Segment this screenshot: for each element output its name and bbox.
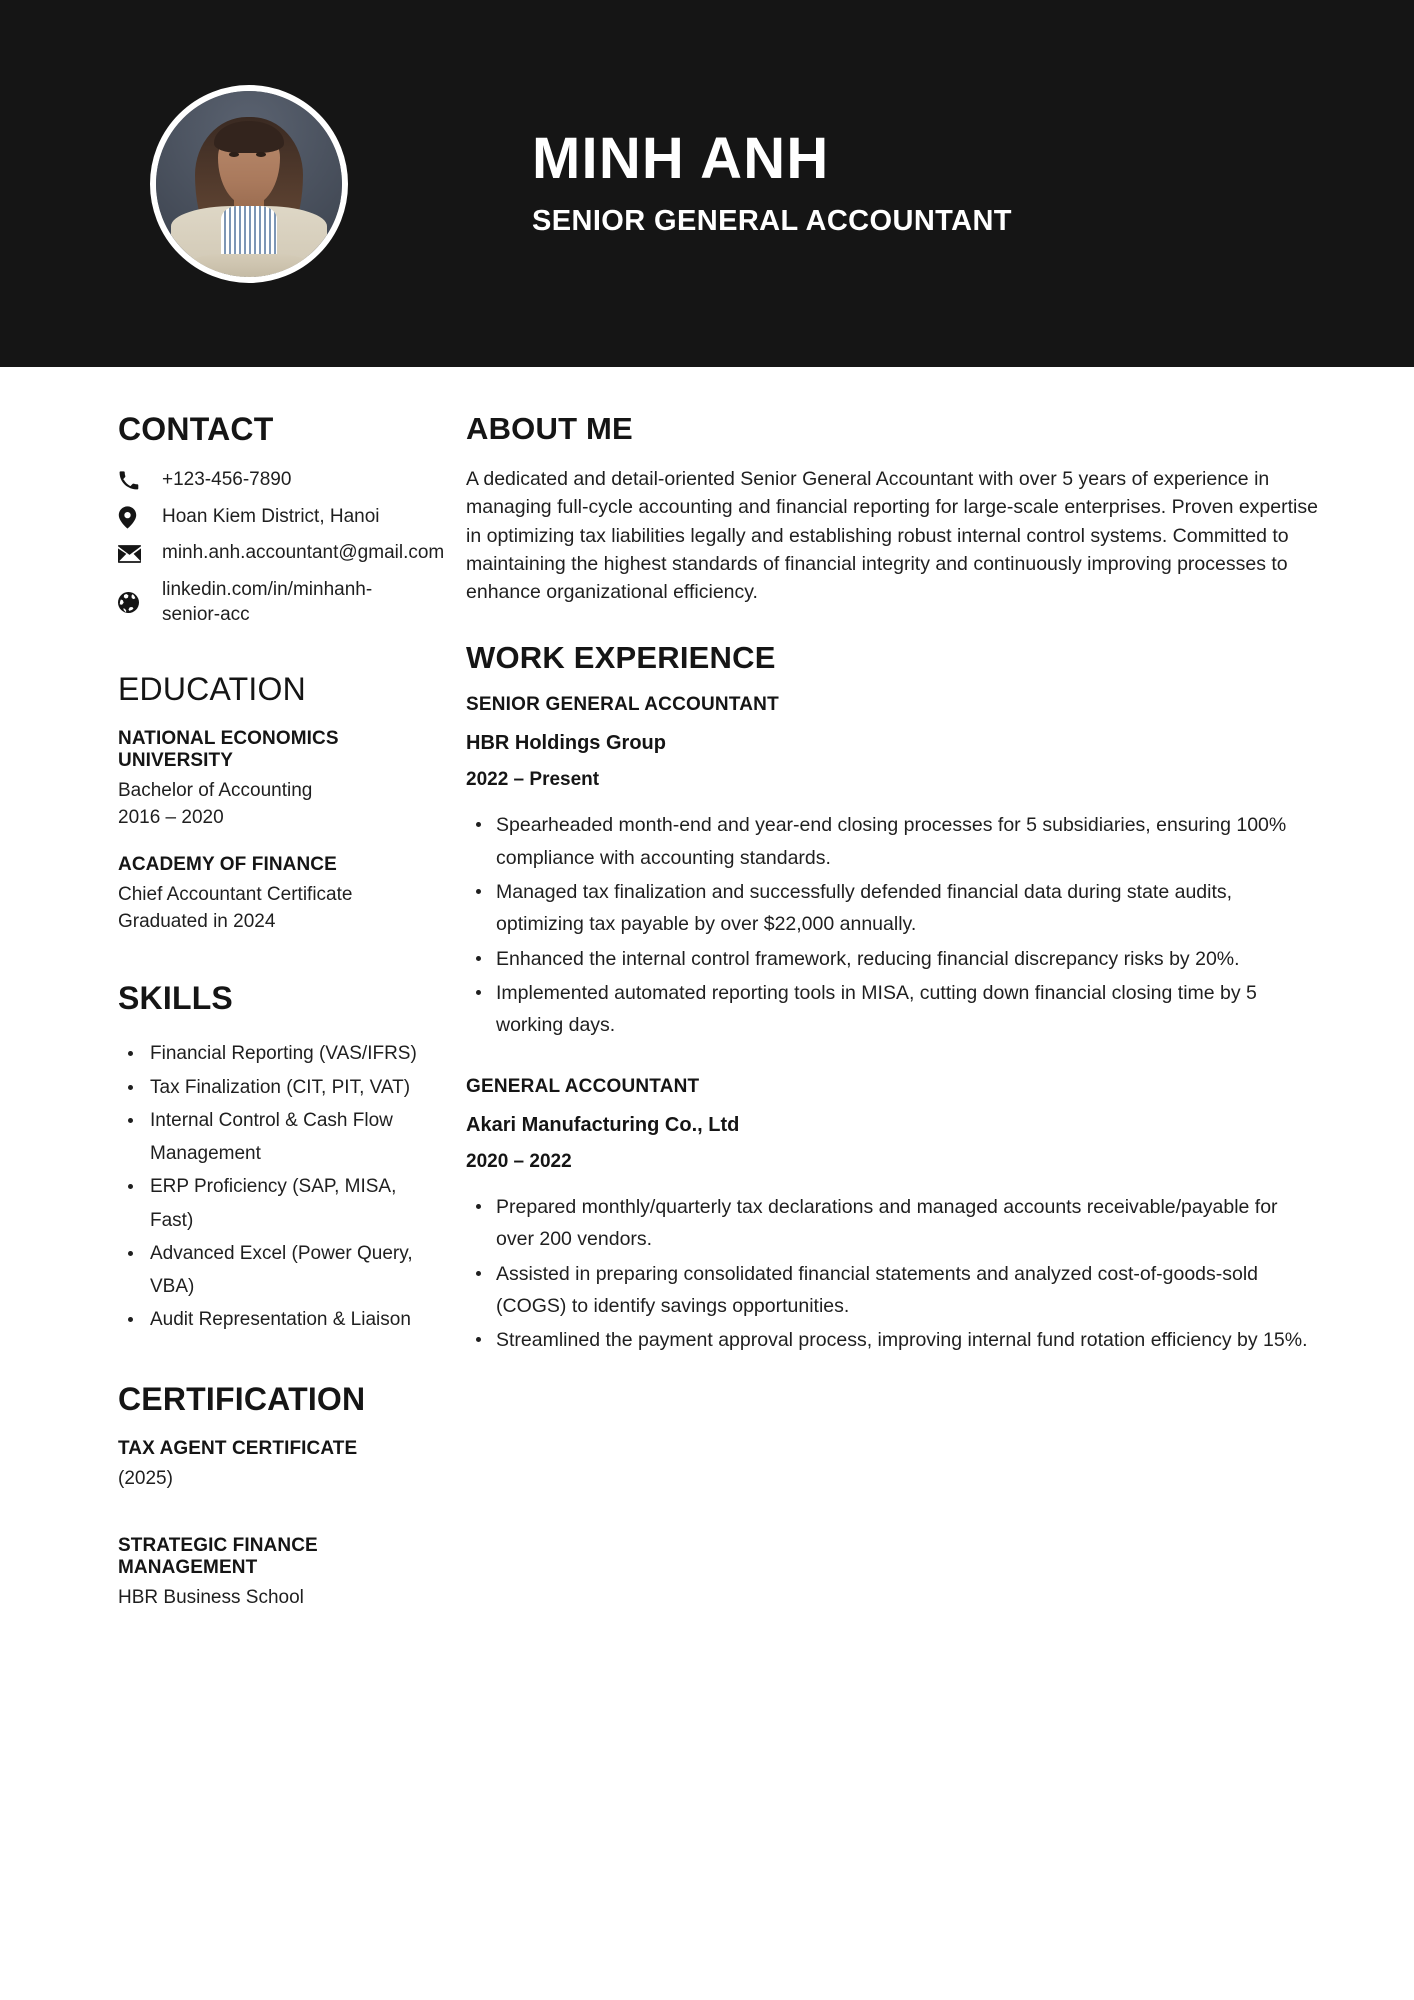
list-item: Tax Finalization (CIT, PIT, VAT): [146, 1071, 420, 1104]
left-column: [0, 411, 445, 1656]
certification-title: TAX AGENT CERTIFICATE: [118, 1437, 358, 1459]
contact-phone-text: +123-456-7890: [162, 469, 292, 490]
profile-photo: [156, 91, 342, 277]
certification-title: STRATEGIC FINANCE MANAGEMENT: [118, 1534, 318, 1578]
contact-email-text: minh.anh.accountant@gmail.com: [162, 542, 445, 564]
skills-list: [118, 1037, 420, 1336]
contact-item-email[interactable]: [118, 541, 445, 566]
contact-linkedin-text: linkedin.com/in/minhanh-senior-acc: [162, 579, 373, 625]
candidate-role: SENIOR GENERAL ACCOUNTANT: [532, 205, 1012, 238]
skills-section: [118, 980, 420, 1336]
certification-entry: [118, 1535, 420, 1612]
certification-detail: (2025): [118, 1467, 173, 1489]
list-item: Implemented automated reporting tools in MISA, cutting down financial closing time by 5 working days.: [496, 977, 1318, 1042]
list-item: ERP Proficiency (SAP, MISA, Fast): [146, 1170, 420, 1237]
job-dates: 2020 – 2022: [466, 1150, 572, 1172]
job-title: GENERAL ACCOUNTANT: [466, 1075, 700, 1097]
contact-location-text: Hoan Kiem District, Hanoi: [162, 505, 380, 527]
education-entry: [118, 728, 420, 832]
job-dates: 2022 – Present: [466, 769, 600, 791]
contact-item-linkedin[interactable]: [118, 578, 420, 627]
list-item: Prepared monthly/quarterly tax declarations and managed accounts receivable/payable for over 200 vendors.: [496, 1191, 1318, 1256]
education-section: [118, 671, 420, 936]
contact-list: [118, 468, 445, 627]
education-school: ACADEMY OF FINANCE: [118, 854, 337, 876]
phone-icon: [118, 470, 148, 491]
candidate-name: MINH ANH: [532, 125, 830, 191]
job-company: Akari Manufacturing Co., Ltd: [466, 1113, 740, 1136]
about-text: A dedicated and detail-oriented Senior General Accountant with over 5 years of experience in managing full-cycle accounting and financial reporting for large-scale enterprises. Proven expertise in optimizing tax liabilities legally and establishing robust internal control systems. Committed to maintaining the highest standards of financial integrity and continuously improving processes to enhance organizational efficiency.: [466, 468, 1318, 604]
experience-section: [466, 640, 1318, 1356]
contact-item-phone[interactable]: [118, 468, 420, 493]
list-item: Managed tax finalization and successfully defended financial data during state audits, optimizing tax payable by over $22,000 annually.: [496, 876, 1318, 941]
list-item: Spearheaded month-end and year-end closing processes for 5 subsidiaries, ensuring 100% compliance with accounting standards.: [496, 809, 1318, 874]
list-item: Financial Reporting (VAS/IFRS): [146, 1037, 420, 1070]
list-item: Assisted in preparing consolidated financial statements and analyzed cost-of-goods-sold (COGS) to identify savings opportunities.: [496, 1258, 1318, 1323]
certification-heading: CERTIFICATION: [118, 1380, 366, 1417]
avatar: [150, 85, 348, 283]
right-column: [420, 411, 1414, 1656]
contact-item-location[interactable]: [118, 505, 420, 530]
skills-heading: SKILLS: [118, 980, 233, 1017]
education-entry: [118, 854, 420, 936]
experience-job: [466, 694, 1318, 1042]
certification-entry: [118, 1438, 420, 1493]
list-item: Streamlined the payment approval process, improving internal fund rotation efficiency by 15%.: [496, 1324, 1318, 1356]
location-pin-icon: [118, 506, 148, 529]
list-item: Audit Representation & Liaison: [146, 1303, 420, 1336]
list-item: Internal Control & Cash Flow Management: [146, 1104, 420, 1171]
experience-job: [466, 1076, 1318, 1357]
header-text-group: [532, 125, 1012, 239]
resume-header: [0, 0, 1414, 367]
about-heading: ABOUT ME: [466, 411, 633, 446]
experience-heading: WORK EXPERIENCE: [466, 640, 776, 676]
list-item: Advanced Excel (Power Query, VBA): [146, 1237, 420, 1304]
education-degree: Bachelor of Accounting: [118, 780, 313, 802]
education-degree: Chief Accountant Certificate: [118, 884, 353, 906]
contact-section: [118, 411, 445, 627]
envelope-icon: [118, 545, 148, 563]
globe-icon: [118, 592, 148, 613]
list-item: Enhanced the internal control framework, reducing financial discrepancy risks by 20%.: [496, 943, 1318, 975]
education-years: Graduated in 2024: [118, 911, 276, 933]
resume-body: [0, 367, 1414, 1656]
job-title: SENIOR GENERAL ACCOUNTANT: [466, 694, 779, 716]
education-school: NATIONAL ECONOMICS UNIVERSITY: [118, 728, 339, 772]
education-heading: EDUCATION: [118, 671, 306, 708]
about-section: [466, 411, 1318, 606]
certification-detail: HBR Business School: [118, 1586, 304, 1608]
job-bullet-list: [466, 1191, 1318, 1357]
certification-section: [118, 1381, 420, 1612]
contact-heading: CONTACT: [118, 411, 274, 447]
education-years: 2016 – 2020: [118, 807, 224, 829]
job-bullet-list: [466, 809, 1318, 1042]
job-company: HBR Holdings Group: [466, 732, 666, 755]
